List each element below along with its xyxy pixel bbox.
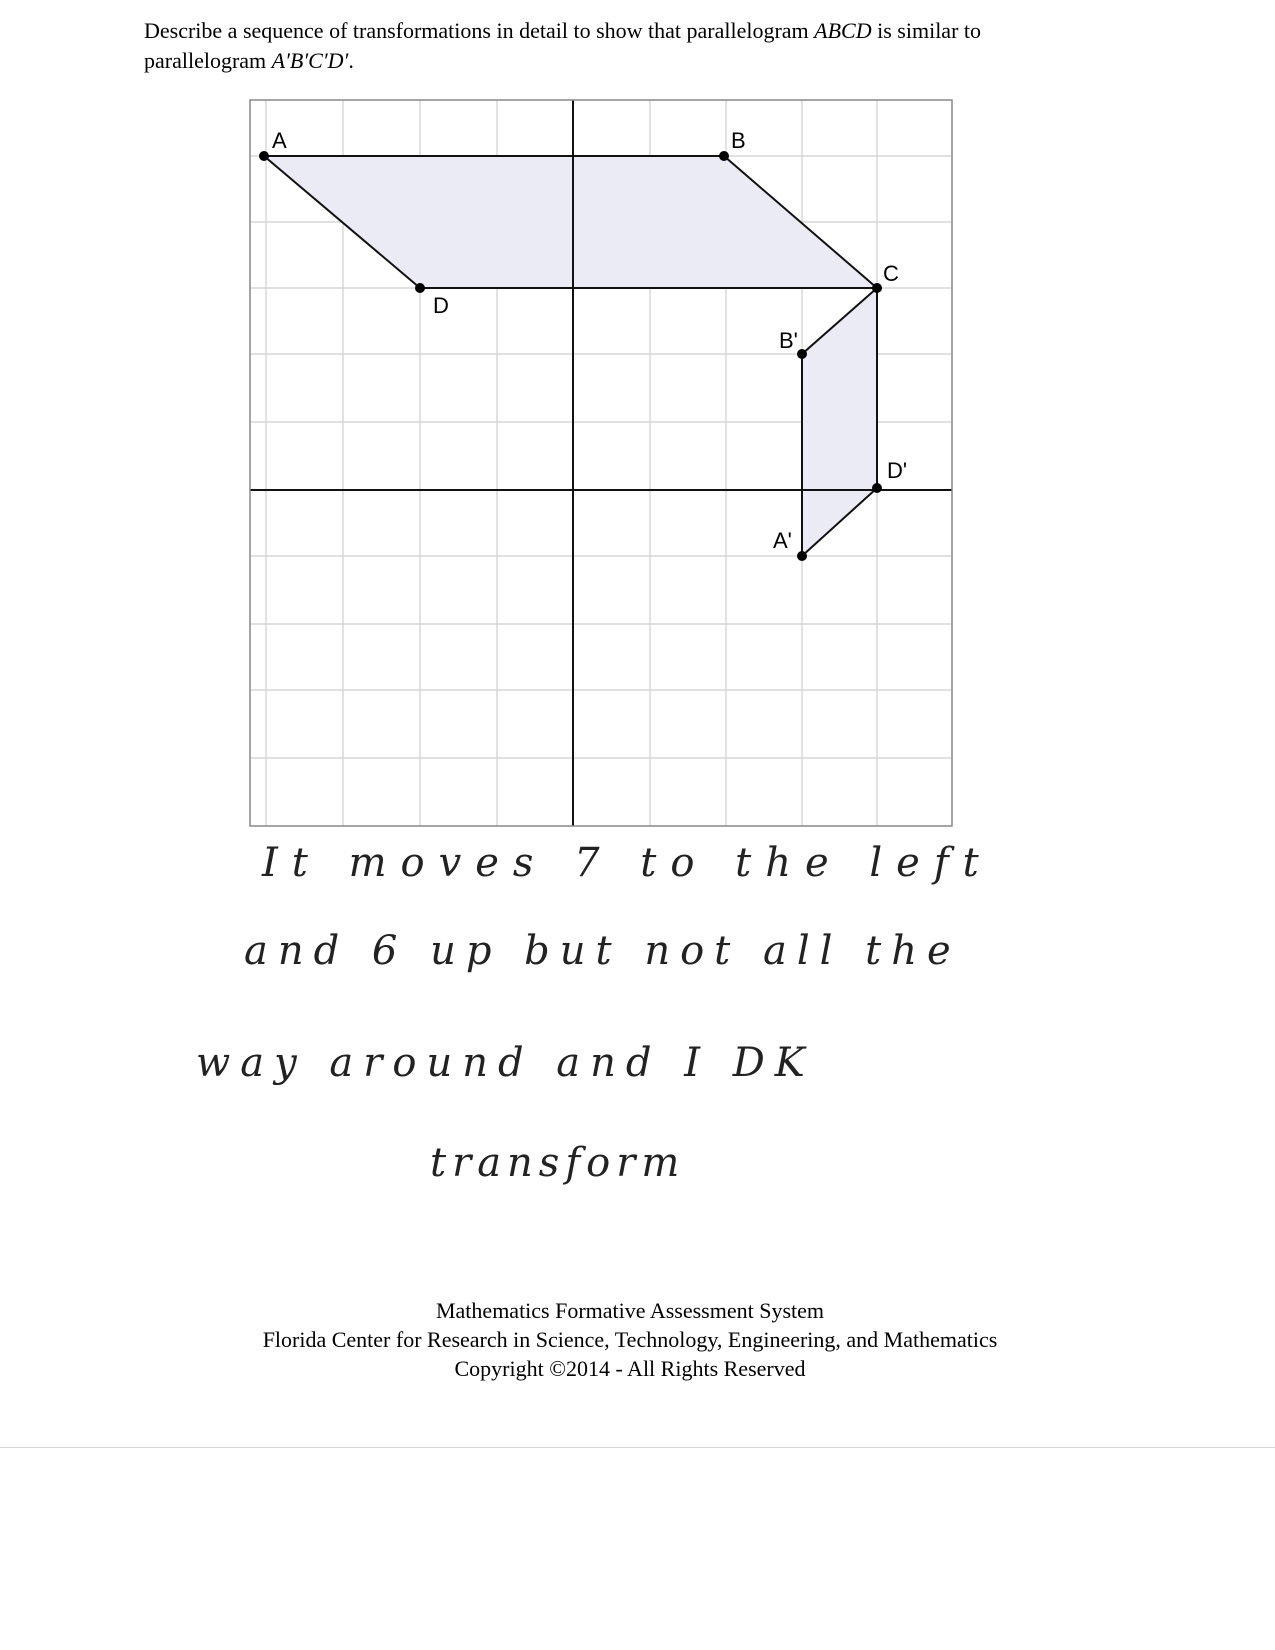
label-a-prime: A' bbox=[773, 528, 792, 553]
handwritten-answer-line-4: transform bbox=[430, 1140, 686, 1186]
label-a: A bbox=[272, 128, 287, 153]
prompt-text: Describe a sequence of transformations in detail to show that parallelogram bbox=[144, 18, 815, 43]
point-d bbox=[415, 283, 425, 293]
shape-name-abcd: ABCD bbox=[814, 18, 872, 43]
point-b-prime bbox=[797, 349, 807, 359]
label-c: C bbox=[883, 261, 899, 286]
prompt-text: . bbox=[348, 48, 354, 73]
handwritten-answer-line-1: It moves 7 to the left bbox=[262, 840, 993, 886]
shape-name-a-prime: A′B′C′D′ bbox=[271, 48, 349, 73]
point-a bbox=[259, 151, 269, 161]
prompt-text: parallelogram bbox=[144, 48, 272, 73]
label-b-prime: B' bbox=[779, 328, 798, 353]
footer-line-3: Copyright ©2014 - All Rights Reserved bbox=[454, 1356, 806, 1381]
label-d-prime: D' bbox=[887, 458, 908, 483]
handwritten-answer-line-3: way around and I DK bbox=[196, 1040, 815, 1086]
handwritten-answer-line-2: and 6 up but not all the bbox=[244, 928, 961, 974]
footer-line-2: Florida Center for Research in Science, Technology, Engineering, and Mathematics bbox=[262, 1327, 998, 1352]
parallelogram-a-prime-b-prime-c-prime-d-prime bbox=[802, 288, 877, 556]
parallelogram-abcd bbox=[264, 156, 877, 288]
page-footer bbox=[0, 1296, 1260, 1383]
page-divider bbox=[0, 1447, 1275, 1448]
point-b bbox=[719, 151, 729, 161]
point-c bbox=[872, 283, 882, 293]
footer-line-1: Mathematics Formative Assessment System bbox=[435, 1298, 825, 1323]
point-a-prime bbox=[797, 551, 807, 561]
label-b: B bbox=[731, 128, 746, 153]
prompt-text: is similar to bbox=[871, 18, 982, 43]
label-d: D bbox=[433, 293, 449, 318]
point-d-prime bbox=[872, 483, 882, 493]
